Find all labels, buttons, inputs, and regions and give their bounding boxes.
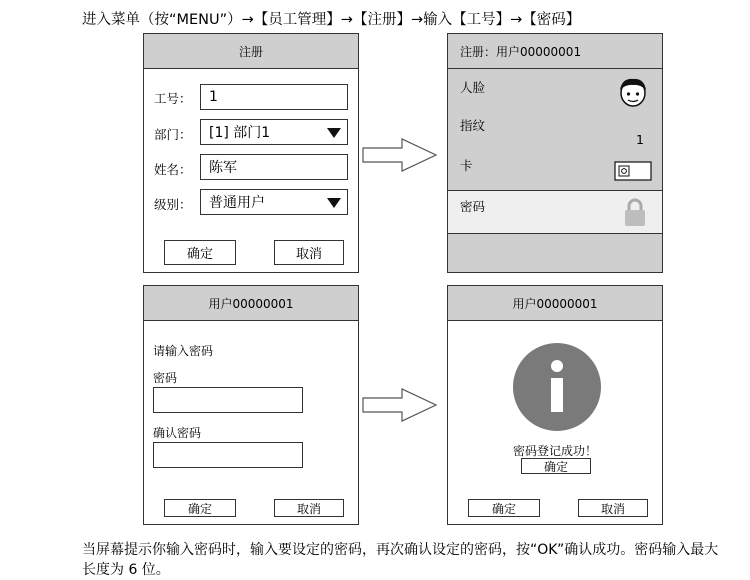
password-prompt: 请输入密码 [153,344,214,358]
department-value: [1] 部门1 [209,125,271,141]
arrow-right-icon [362,388,438,422]
employee-id-field[interactable]: 1 [200,84,348,110]
instruction-text: 进入菜单（按“MENU”）→【员工管理】→【注册】→输入【工号】→【密码】 [82,12,581,28]
info-icon [512,342,602,432]
cancel-button[interactable]: 取消 [578,499,648,517]
department-label: 部门： [154,127,192,142]
description-text: 当屏幕提示你输入密码时，输入要设定的密码，再次确认设定的密码，按“OK”确认成功。密码输入最大长度为 6 位。 [82,542,719,578]
employee-id-label: 工号： [154,91,192,106]
card-icon [614,161,652,181]
password-row[interactable] [448,190,662,234]
cancel-button[interactable]: 取消 [274,499,344,517]
password-input-title: 用户00000001 [144,286,358,321]
fingerprint-count: 1 [636,132,644,147]
register-user-title: 注册：用户00000001 [448,34,662,69]
password-label: 密码 [460,199,486,214]
chevron-down-icon [327,198,341,208]
fingerprint-label[interactable]: 指纹 [460,118,486,133]
register-title: 注册 [144,34,358,69]
face-icon [616,76,650,108]
ok-button[interactable]: 确定 [164,240,236,265]
password-success-title: 用户00000001 [448,286,662,321]
ok-button[interactable]: 确定 [468,499,540,517]
card-label[interactable]: 卡 [460,158,473,173]
password-input-screen [143,285,359,525]
name-field[interactable]: 陈军 [200,154,348,180]
ok-button[interactable]: 确定 [164,499,236,517]
cancel-button[interactable]: 取消 [274,240,344,265]
department-select[interactable] [200,119,348,145]
lock-icon [623,197,647,227]
face-label[interactable]: 人脸 [460,80,486,95]
confirm-button[interactable]: 确定 [521,458,591,474]
password-label: 密码 [153,371,178,385]
level-value: 普通用户 [209,195,265,211]
level-label: 级别： [154,197,192,212]
password-field[interactable] [153,387,303,413]
arrow-right-icon [362,138,438,172]
password-success-screen [447,285,663,525]
confirm-password-label: 确认密码 [153,426,202,440]
level-select[interactable] [200,189,348,215]
register-screen [143,33,359,273]
success-message: 密码登记成功！ [512,444,597,458]
chevron-down-icon [327,128,341,138]
confirm-password-field[interactable] [153,442,303,468]
register-user-screen [447,33,663,273]
name-label: 姓名： [154,162,192,177]
